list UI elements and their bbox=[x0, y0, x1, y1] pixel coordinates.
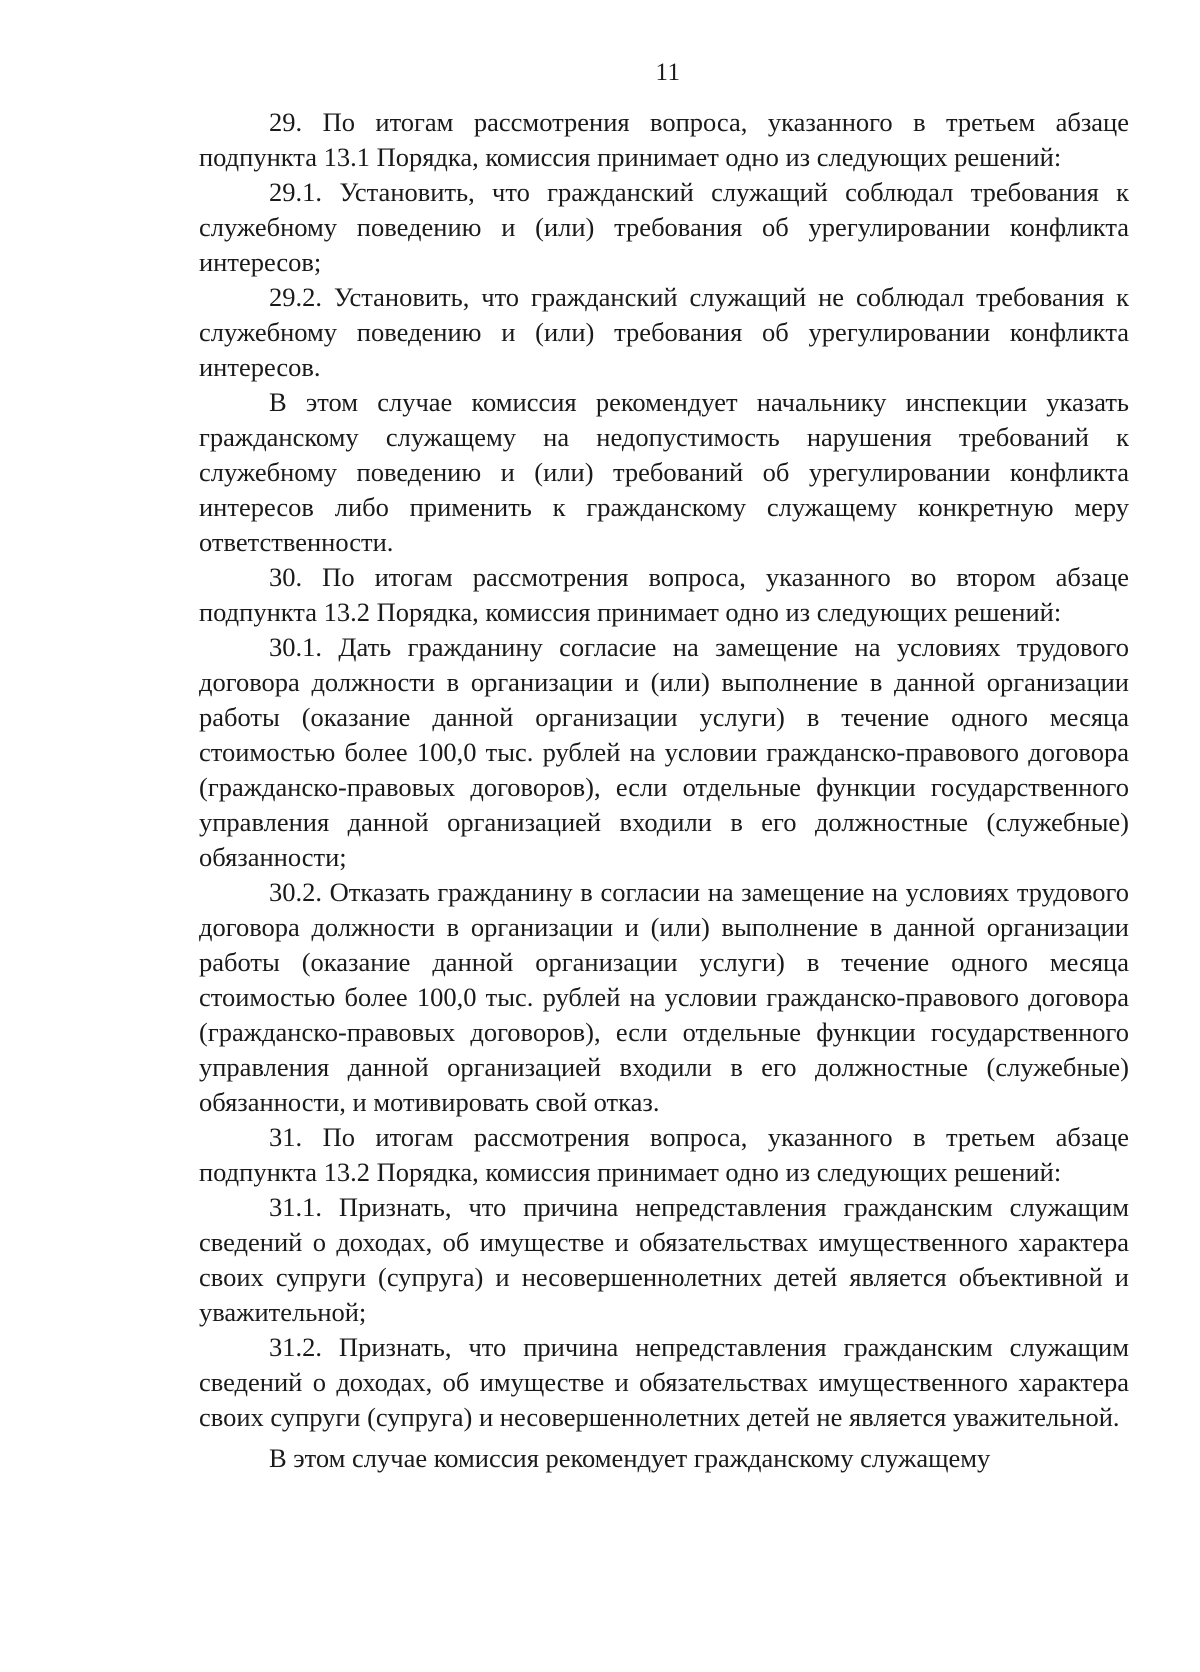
paragraph-29: 29. По итогам рассмотрения вопроса, указанного в третьем абзаце подпункта 13.1 Порядка, комиссия принимает одно из следующих решений: bbox=[199, 107, 1129, 172]
paragraph-29-2: 29.2. Установить, что гражданский служащий не соблюдал требования к служебному поведению и (или) требования об урегулировании конфликта интересов. bbox=[199, 282, 1129, 382]
paragraph-30-1: 30.1. Дать гражданину согласие на замещение на условиях трудового договора должности в организации и (или) выполнение в данной организации работы (оказание данной организации услуги) в течение одного месяца стоимостью более 100,0 тыс. рублей на условии гражданско-правового договора (гражданско-правовых договоров), если отдельные функции государственного управления данной организацией входили в его должностные (служебные) обязанности; bbox=[199, 632, 1129, 872]
paragraph-30: 30. По итогам рассмотрения вопроса, указанного во втором абзаце подпункта 13.2 Порядка, комиссия принимает одно из следующих решений: bbox=[199, 562, 1129, 627]
page-number: 11 bbox=[655, 59, 681, 86]
paragraph-31-1: 31.1. Признать, что причина непредставления гражданским служащим сведений о доходах, об имуществе и обязательствах имущественного характера своих супруги (супруга) и несовершеннолетних детей является объективной и уважительной; bbox=[199, 1192, 1129, 1327]
paragraph-29-2-note: В этом случае комиссия рекомендует начальнику инспекции указать гражданскому служащему на недопустимость нарушения требований к служебному поведению и (или) требований об урегулировании конфликта интересов либо применить к гражданскому служащему конкретную меру ответственности. bbox=[199, 387, 1129, 557]
paragraph-31-2: 31.2. Признать, что причина непредставления гражданским служащим сведений о доходах, об имуществе и обязательствах имущественного характера своих супруги (супруга) и несовершеннолетних детей не является уважительной. bbox=[199, 1332, 1129, 1432]
paragraph-30-2: 30.2. Отказать гражданину в согласии на замещение на условиях трудового договора должности в организации и (или) выполнение в данной организации работы (оказание данной организации услуги) в течение одного месяца стоимостью более 100,0 тыс. рублей на условии гражданско-правового договора (гражданско-правовых договоров), если отдельные функции государственного управления данной организацией входили в его должностные (служебные) обязанности, и мотивировать свой отказ. bbox=[199, 877, 1129, 1117]
document-body bbox=[199, 105, 1129, 1476]
paragraph-31-2-note: В этом случае комиссия рекомендует гражданскому служащему bbox=[269, 1443, 991, 1473]
paragraph-29-1: 29.1. Установить, что гражданский служащий соблюдал требования к служебному поведению и (или) требования об урегулировании конфликта интересов; bbox=[199, 177, 1129, 277]
paragraph-31: 31. По итогам рассмотрения вопроса, указанного в третьем абзаце подпункта 13.2 Порядка, комиссия принимает одно из следующих решений: bbox=[199, 1122, 1129, 1187]
